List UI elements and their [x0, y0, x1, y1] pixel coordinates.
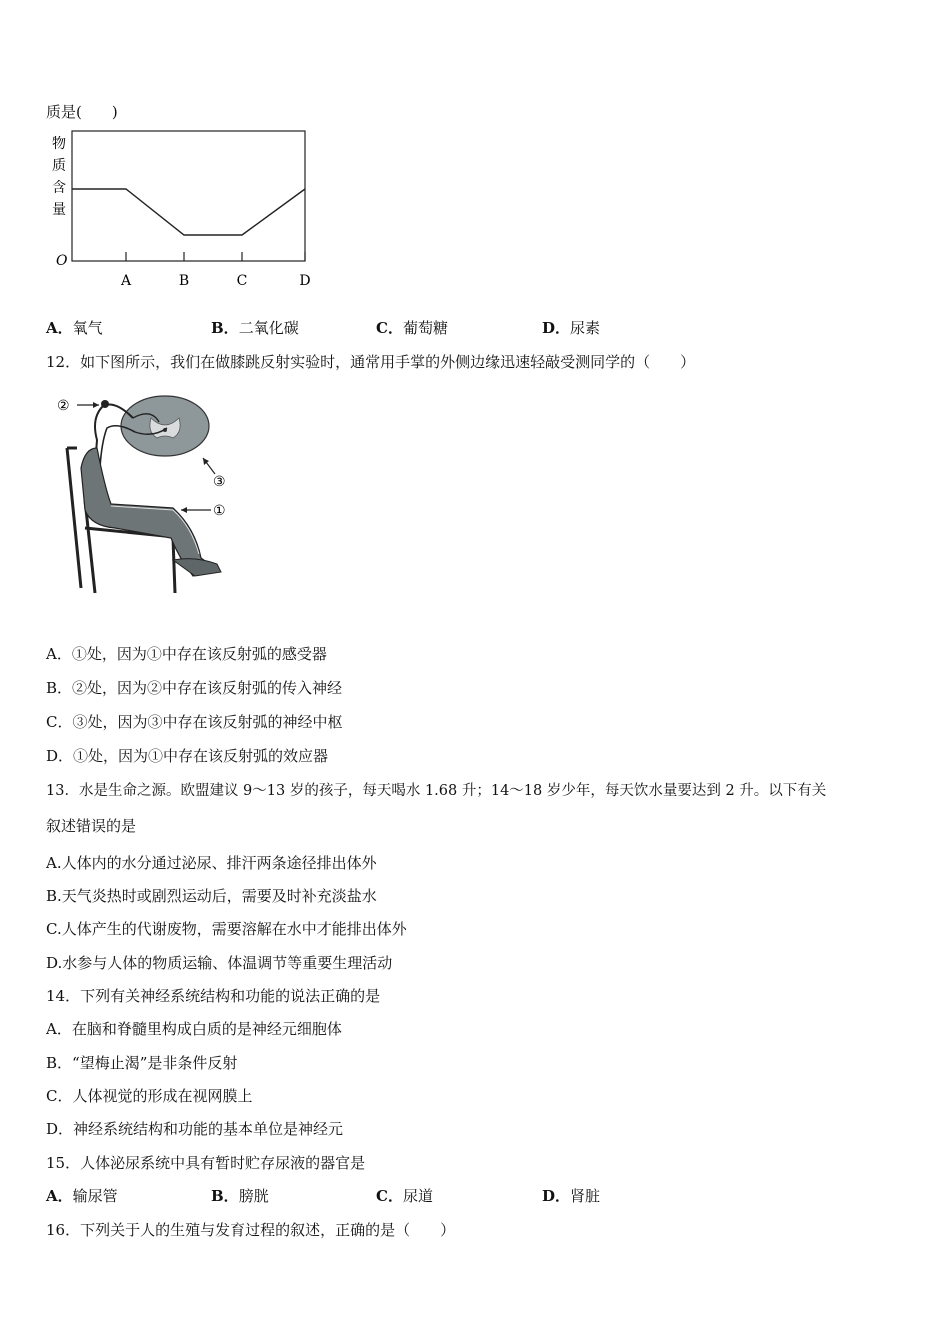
q15-option-d[interactable]: D．肾脏 [542, 1187, 601, 1205]
x-tick-label-d: D [299, 273, 311, 289]
q14-option-b[interactable]: B．“望梅止渴”是非条件反射 [46, 1054, 238, 1072]
chart-frame [72, 131, 305, 261]
q14-option-a[interactable]: A．在脑和脊髓里构成白质的是神经元细胞体 [46, 1020, 342, 1038]
q15-option-b[interactable]: B．膀胱 [211, 1187, 269, 1205]
q11-chart [40, 125, 320, 295]
ylabel-char-1: 物 [52, 136, 66, 152]
q12-option-a[interactable]: A．①处，因为①中存在该反射弧的感受器 [46, 645, 327, 663]
figure-label-3: ③ [213, 474, 226, 490]
q13-option-d[interactable]: D.水参与人体的物质运输、体温调节等重要生理活动 [46, 954, 393, 972]
ylabel-char-3: 含 [52, 180, 66, 196]
q11-option-d[interactable]: D．尿素 [542, 319, 601, 337]
q15-options [46, 1186, 746, 1206]
figure-label-2: ② [57, 398, 70, 414]
q12-option-b[interactable]: B．②处，因为②中存在该反射弧的传入神经 [46, 679, 343, 697]
q13-option-c[interactable]: C.人体产生的代谢废物，需要溶解在水中才能排出体外 [46, 920, 407, 938]
figure-label-1: ① [213, 503, 226, 519]
ganglion [101, 400, 109, 408]
q12-stem: 12．如下图所示，我们在做膝跳反射实验时，通常用手掌的外侧边缘迅速轻敲受测同学的（ ） [46, 353, 696, 371]
q13-stem-line2: 叙述错误的是 [46, 817, 137, 835]
q15-option-a[interactable]: A．输尿管 [46, 1187, 118, 1205]
q13-option-b[interactable]: B.天气炎热时或剧烈运动后，需要及时补充淡盐水 [46, 887, 377, 905]
foot [173, 559, 221, 576]
q11-stem-tail: 质是( ) [46, 103, 118, 121]
q11-option-c[interactable]: C．葡萄糖 [376, 319, 448, 337]
q13-stem-line1: 13．水是生命之源。欧盟建议 9～13 岁的孩子，每天喝水 1.68 升；14～18 岁少年，每天饮水量要达到 2 升。以下有关 [46, 783, 827, 799]
q12-option-d[interactable]: D．①处，因为①中存在该反射弧的效应器 [46, 747, 329, 765]
q14-option-d[interactable]: D．神经系统结构和功能的基本单位是神经元 [46, 1120, 344, 1138]
q11-options [46, 318, 746, 338]
knee-jerk-figure [55, 388, 245, 598]
q15-stem: 15．人体泌尿系统中具有暂时贮存尿液的器官是 [46, 1154, 366, 1172]
q15-option-c[interactable]: C．尿道 [376, 1187, 433, 1205]
ylabel-char-4: 量 [52, 202, 66, 218]
q14-stem: 14．下列有关神经系统结构和功能的说法正确的是 [46, 987, 381, 1005]
x-tick-label-a: A [120, 273, 132, 289]
q12-option-c[interactable]: C．③处，因为③中存在该反射弧的神经中枢 [46, 713, 343, 731]
q11-option-a[interactable]: A．氧气 [46, 319, 103, 337]
x-tick-label-c: C [236, 273, 248, 289]
q11-option-b[interactable]: B．二氧化碳 [211, 319, 299, 337]
series-line [72, 189, 305, 235]
origin-label: O [56, 253, 68, 269]
q16-stem: 16．下列关于人的生殖与发育过程的叙述，正确的是（ ） [46, 1221, 456, 1239]
ylabel-char-2: 质 [52, 158, 66, 174]
q14-option-c[interactable]: C．人体视觉的形成在视网膜上 [46, 1087, 253, 1105]
seated-leg [81, 448, 215, 576]
x-tick-label-b: B [178, 273, 190, 289]
q13-option-a[interactable]: A.人体内的水分通过泌尿、排汗两条途径排出体外 [46, 854, 377, 872]
